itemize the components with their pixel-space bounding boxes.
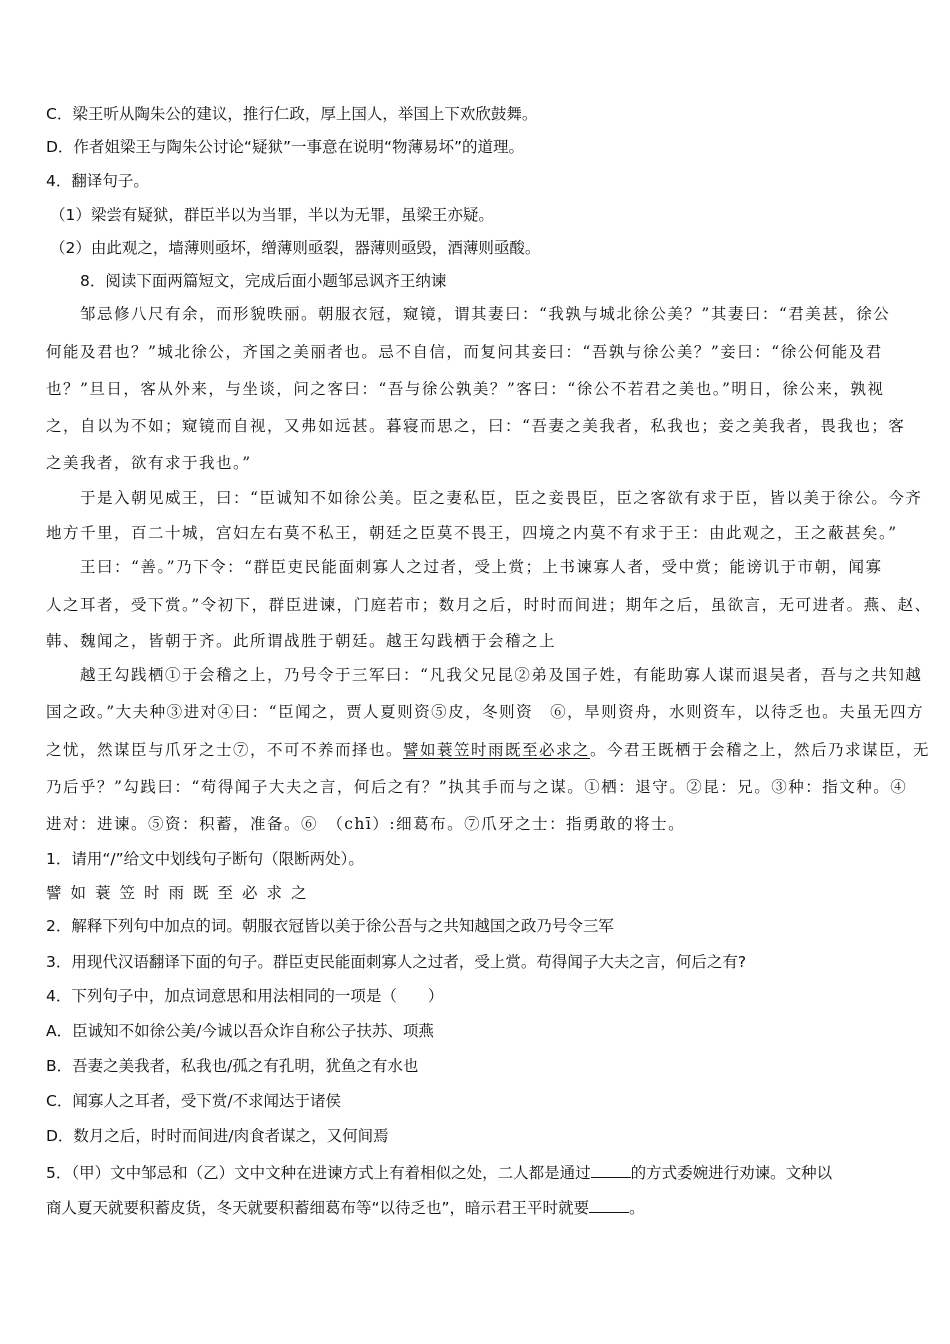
passage-b-line [46,739,930,761]
passage-b-notes: 进对：进谏。⑤资：积蓄，准备。⑥ （chī）:细葛布。⑦爪牙之士：指勇敢的将士。 [46,815,686,833]
q5-text: 。 [629,1199,645,1217]
passage-a-line: 邹忌修八尺有余，而形貌昳丽。朝服衣冠，窥镜，谓其妻曰：“我孰与城北徐公美？”其妻曰：“君美甚，徐公 [80,305,891,323]
passage-a-line: 之美我者，欲有求于我也。” [46,454,252,472]
option-d: D．数月之后，时时而间进/肉食者谋之，又何间焉 [46,1127,389,1145]
sub-question-3: 3．用现代汉语翻译下面的句子。群臣吏民能面刺寡人之过者，受上赏。苟得闻子大夫之言，何后之有? [46,953,747,971]
answer-blank[interactable] [589,1198,629,1213]
passage-b-line: 乃后乎？”勾践曰：“苟得闻子大夫之言，何后之有？”执其手而与之谋。①栖：退守。②昆：兄。③种：指文种。④ [46,778,908,796]
passage-b-text: 之忧，然谋臣与爪牙之士⑦，不可不养而择也。 [46,741,404,759]
option-b: B．吾妻之美我者，私我也/孤之有孔明，犹鱼之有水也 [46,1057,419,1075]
sub-question-1-sentence: 譬如蓑笠时雨既至必求之 [46,884,316,902]
passage-b-line: 国之政。”大夫种③进对④曰：“臣闻之，贾人夏则资⑤皮，冬则资 ⑥，旱则资舟，水则资车，以待乏也。夫虽无四方 [46,703,925,721]
passage-a-line: 也？”旦日，客从外来，与坐谈，问之客曰：“吾与徐公孰美？”客曰：“徐公不若君之美也。”明日，徐公来，孰视 [46,380,885,398]
q5-text: 的方式委婉进行劝谏。文种以 [630,1164,833,1182]
q4-title: 4．翻译句子。 [46,172,149,190]
passage-b-text: 。今君王既栖于会稽之上，然后乃求谋臣，无 [590,741,931,759]
passage-b-line: 越王勾践栖①于会稽之上，乃号令于三军曰：“凡我父兄昆②弟及国子姓，有能助寡人谋而退吴者，吾与之共知越 [80,666,923,684]
q3-option-d: D．作者姐梁王与陶朱公讨论“疑狱”一事意在说明“物薄易坏”的道理。 [46,138,525,156]
q3-option-c: C．梁王听从陶朱公的建议，推行仁政，厚上国人，举国上下欢欣鼓舞。 [46,105,538,123]
q5-text: 商人夏天就要积蓄皮货，冬天就要积蓄细葛布等“以待乏也”，暗示君王平时就要 [46,1199,590,1217]
option-c: C．闻寡人之耳者，受下赏/不求闻达于诸侯 [46,1092,342,1110]
passage-a-line: 地方千里，百二十城，宫妇左右莫不私王，朝廷之臣莫不畏王，四境之内莫不有求于王：由此观之，王之蔽甚矣。” [46,524,898,542]
sub-question-5 [46,1162,832,1184]
sub-question-2: 2．解释下列句中加点的词。朝服衣冠皆以美于徐公吾与之共知越国之政乃号令三军 [46,917,614,935]
q4-sentence-1: （1）梁尝有疑狱，群臣半以为当罪，半以为无罪，虽梁王亦疑。 [50,206,494,224]
sub-question-4: 4．下列句子中，加点词意思和用法相同的一项是（ ） [46,987,444,1005]
passage-a-line: 之，自以为不如；窥镜而自视，又弗如远甚。暮寝而思之，曰：“吾妻之美我者，私我也；妾之美我者，畏我也；客 [46,417,906,435]
passage-a-line: 韩、魏闻之，皆朝于齐。此所谓战胜于朝廷。越王勾践栖于会稽之上 [46,632,557,650]
sub-question-5-cont [46,1197,645,1219]
underlined-sentence: 譬如蓑笠时雨既至必求之 [403,741,591,759]
passage-a-line: 何能及君也？”城北徐公，齐国之美丽者也。忌不自信，而复问其妾曰：“吾孰与徐公美？”妾曰：“徐公何能及君 [46,343,883,361]
q8-intro: 8．阅读下面两篇短文，完成后面小题邹忌讽齐王纳谏 [80,272,447,290]
passage-a-line: 人之耳者，受下赏。”令初下，群臣进谏，门庭若市；数月之后，时时而间进；期年之后，虽欲言，无可进者。燕、赵、 [46,596,932,614]
passage-a-line: 于是入朝见威王，曰：“臣诚知不如徐公美。臣之妻私臣，臣之妾畏臣，臣之客欲有求于臣，皆以美于徐公。今齐 [80,489,923,507]
option-a: A．臣诚知不如徐公美/今诚以吾众诈自称公子扶苏、项燕 [46,1022,434,1040]
passage-a-line: 王曰：“善。”乃下令：“群臣吏民能面刺寡人之过者，受上赏；上书谏寡人者，受中赏；能谤讥于市朝，闻寡 [80,558,883,576]
answer-blank[interactable] [591,1163,631,1178]
q5-text: 5．（甲）文中邹忌和（乙）文中文种在进谏方式上有着相似之处，二人都是通过 [46,1164,591,1182]
sub-question-1: 1．请用“/”给文中划线句子断句（限断两处）。 [46,850,364,868]
q4-sentence-2: （2）由此观之，墙薄则亟坏，缯薄则亟裂，器薄则亟毁，酒薄则亟酸。 [50,239,541,257]
